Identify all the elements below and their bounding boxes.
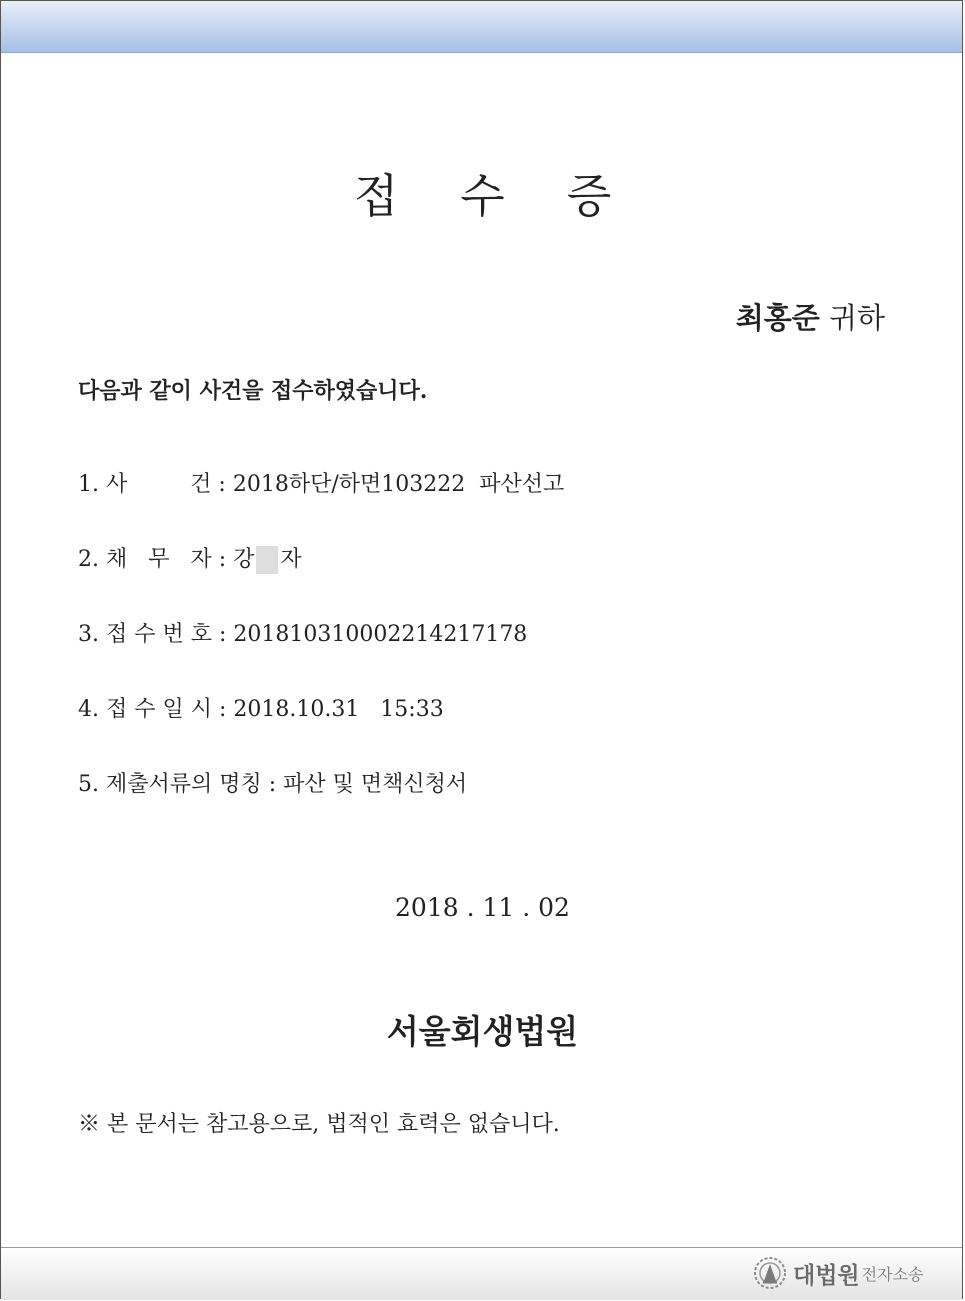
item-receipt-datetime: 4. 접 수 일 시 : 2018.10.31 15:33 — [78, 697, 444, 722]
logo-text: 대법원 — [793, 1262, 860, 1289]
redaction-box — [256, 546, 278, 574]
viewer-header-bar — [1, 1, 962, 53]
document-title: 접수증 — [353, 169, 674, 223]
court-emblem-icon — [752, 1255, 788, 1291]
issue-date: 2018 . 11 . 02 — [395, 893, 570, 922]
reference-notice: ※ 본 문서는 참고용으로, 법적인 효력은 없습니다. — [78, 1112, 560, 1137]
item-receipt-number: 3. 접 수 번 호 : 201810310002214217178 — [78, 622, 528, 647]
logo-subtext: 전자소송 — [861, 1264, 924, 1284]
item-debtor — [78, 545, 564, 620]
court-logo — [752, 1255, 923, 1291]
recipient-suffix: 귀하 — [828, 301, 885, 335]
debtor-name-suffix: 자 — [280, 547, 302, 572]
item-case: 1. 사 건 : 2018하단/하면103222 파산선고 — [78, 472, 565, 497]
recipient-name: 최홍준 — [735, 301, 820, 335]
receipt-items — [78, 470, 564, 845]
item-document-name: 5. 제출서류의 명칭 : 파산 및 면책신청서 — [78, 772, 468, 797]
debtor-label: 2. 채 무 자 : 강 — [78, 547, 255, 572]
recipient — [736, 298, 885, 338]
court-name: 서울회생법원 — [386, 1012, 579, 1051]
intro-text: 다음과 같이 사건을 접수하였습니다. — [78, 378, 428, 404]
